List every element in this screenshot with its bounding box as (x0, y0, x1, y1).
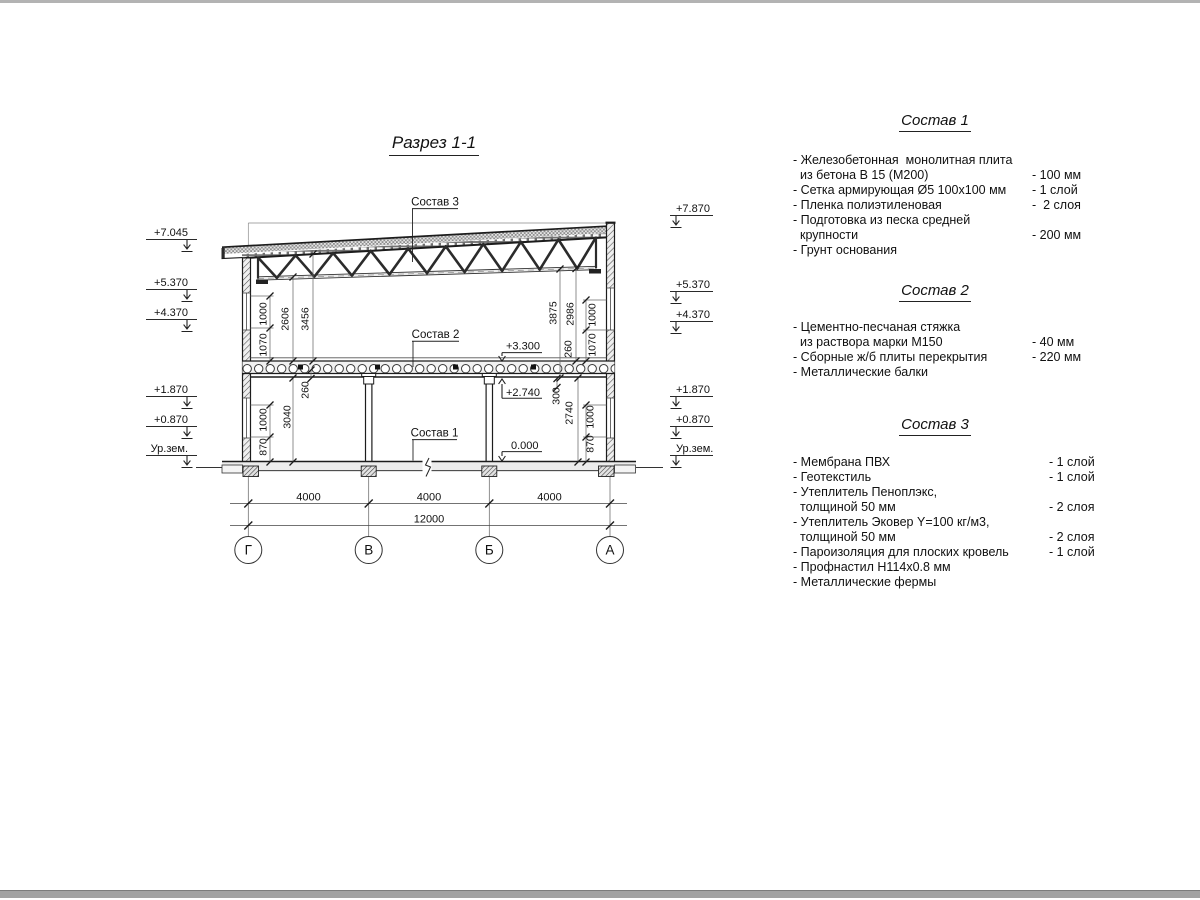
dim-label: 2740 (563, 401, 576, 425)
floor-slab (243, 358, 615, 377)
composition-row: - Металлические фермы (793, 575, 937, 589)
window-top-edge (0, 0, 1200, 3)
elevation-mark-right-ground: Ур.зем. (670, 443, 713, 456)
elevation-mark-right-0870: +0.870 (670, 414, 713, 427)
dim-label: 1070 (257, 333, 270, 357)
footing (361, 466, 376, 477)
composition-row: - Утеплитель Пеноплэкс, (793, 485, 938, 499)
composition-row: - Утеплитель Эковер Y=100 кг/м3, (793, 515, 990, 529)
elevation-mark-left-1870: +1.870 (146, 384, 197, 397)
footing (243, 466, 259, 477)
grid-axis-b: Б (484, 542, 494, 558)
dim-label: 2606 (279, 307, 292, 331)
label-sostav-2: Состав 2 (411, 329, 460, 341)
drawing-title (371, 133, 497, 156)
elevation-arrow-icon (669, 216, 683, 229)
composition-row: - Подготовка из песка средней (793, 213, 971, 227)
elevation-arrow-icon (669, 322, 683, 335)
composition-row: из раствора марки М150 - 40 мм (800, 335, 1075, 349)
footing (482, 466, 497, 477)
composition-row: - Цементно-песчаная стяжка (793, 320, 961, 334)
svg-text:0.000: 0.000 (511, 440, 539, 452)
composition-row: толщиной 50 мм - 2 слоя (800, 500, 1095, 514)
composition-1-heading: Состав 1 (765, 112, 1105, 130)
elevation-mark-left-5370: +5.370 (146, 277, 197, 290)
elevation-mark-left-7045: +7.045 (146, 227, 197, 240)
elevation-arrow-icon (669, 397, 683, 410)
label-sostav-3: Состав 3 (411, 196, 459, 209)
dim-label: 3040 (281, 405, 294, 429)
dim-label: 870 (257, 438, 270, 456)
grid-axis-bubbles (235, 537, 624, 564)
truss-bearing-seat (589, 269, 601, 274)
composition-row: - Профнастил Н114х0.8 мм (793, 560, 951, 574)
composition-row: - Пароизоляция для плоских кровель - 1 слой (793, 545, 1095, 559)
interior-elevation-marks (499, 341, 542, 462)
composition-block-2 (765, 282, 1105, 380)
building-section-drawing (190, 190, 670, 570)
span-dimensions (296, 492, 561, 526)
ground-slab (196, 458, 663, 477)
svg-text:+2.740: +2.740 (506, 387, 540, 399)
dim-label: 300 (550, 387, 563, 405)
composition-row: - Геотекстиль - 1 слой (793, 470, 1095, 484)
bottom-dimensions (230, 477, 627, 564)
label-sostav-1: Состав 1 (410, 427, 459, 440)
elevation-mark-left-4370: +4.370 (146, 307, 197, 320)
composition-row: - Сетка армирующая Ø5 100х100 мм - 1 слой (793, 183, 1078, 197)
composition-row: - Мембрана ПВХ - 1 слой (793, 455, 1095, 469)
mark-0000 (499, 440, 542, 461)
elevation-mark-left-ground: Ур.зем. (146, 443, 197, 456)
dim-label: 260 (562, 340, 575, 358)
dim-label: 1000 (257, 408, 270, 432)
dim-span-2: 4000 (416, 491, 442, 504)
roof-fascia (222, 248, 225, 259)
dim-total: 12000 (413, 513, 445, 526)
composition-block-1 (765, 112, 1105, 258)
composition-row: - Сборные ж/б плиты перекрытия - 220 мм (793, 350, 1082, 364)
elevation-mark-right-5370: +5.370 (670, 279, 713, 292)
composition-row: толщиной 50 мм - 2 слоя (800, 530, 1095, 544)
dim-span-1: 4000 (296, 491, 321, 504)
column-axis-B2 (362, 374, 376, 462)
slab-toe-right (615, 465, 636, 473)
dim-label: 3875 (547, 301, 560, 325)
dim-label: 1000 (586, 303, 599, 327)
elevation-mark-right-4370: +4.370 (670, 309, 713, 322)
elevation-mark-right-1870: +1.870 (670, 384, 713, 397)
dim-label: 260 (299, 381, 312, 399)
elevation-mark-left-0870: +0.870 (146, 414, 197, 427)
composition-row: - Металлические балки (793, 365, 928, 379)
dim-label: 1070 (586, 333, 599, 357)
composition-row: - Грунт основания (793, 243, 898, 257)
dim-label: 870 (584, 435, 597, 453)
grid-axis-a: А (605, 542, 615, 558)
columns (362, 374, 497, 462)
elevation-arrow-icon (669, 292, 683, 305)
composition-block-3 (765, 416, 1105, 590)
dim-label: 2986 (564, 302, 577, 326)
composition-2-heading: Состав 2 (765, 282, 1105, 300)
dim-label: 1000 (584, 405, 597, 429)
elevation-mark-right-7870: +7.870 (670, 203, 713, 216)
dim-label: 3456 (299, 307, 312, 331)
grid-axis-v: В (364, 542, 374, 558)
svg-text:+3.300: +3.300 (506, 340, 540, 353)
footing (599, 466, 615, 477)
drawing-title-text: Разрез 1-1 (389, 133, 479, 156)
truss-bearing-seat (256, 280, 268, 285)
elevation-arrow-icon (669, 427, 683, 440)
mark-2740 (499, 379, 542, 399)
composition-row: из бетона В 15 (М200) - 100 мм (800, 168, 1082, 182)
column-axis-B1 (482, 374, 496, 462)
window-bottom-edge (0, 890, 1200, 898)
composition-row: - Железобетонная монолитная плита (793, 153, 1013, 167)
composition-3-heading: Состав 3 (765, 416, 1105, 434)
composition-row: - Пленка полиэтиленовая - 2 слоя (793, 198, 1081, 212)
slab-toe-left (222, 465, 243, 473)
grid-axis-g: Г (244, 542, 252, 558)
composition-row: крупности - 200 мм (800, 228, 1082, 242)
dim-label: 1000 (257, 302, 270, 326)
dim-span-3: 4000 (537, 491, 562, 504)
elevation-arrow-icon (669, 456, 683, 469)
